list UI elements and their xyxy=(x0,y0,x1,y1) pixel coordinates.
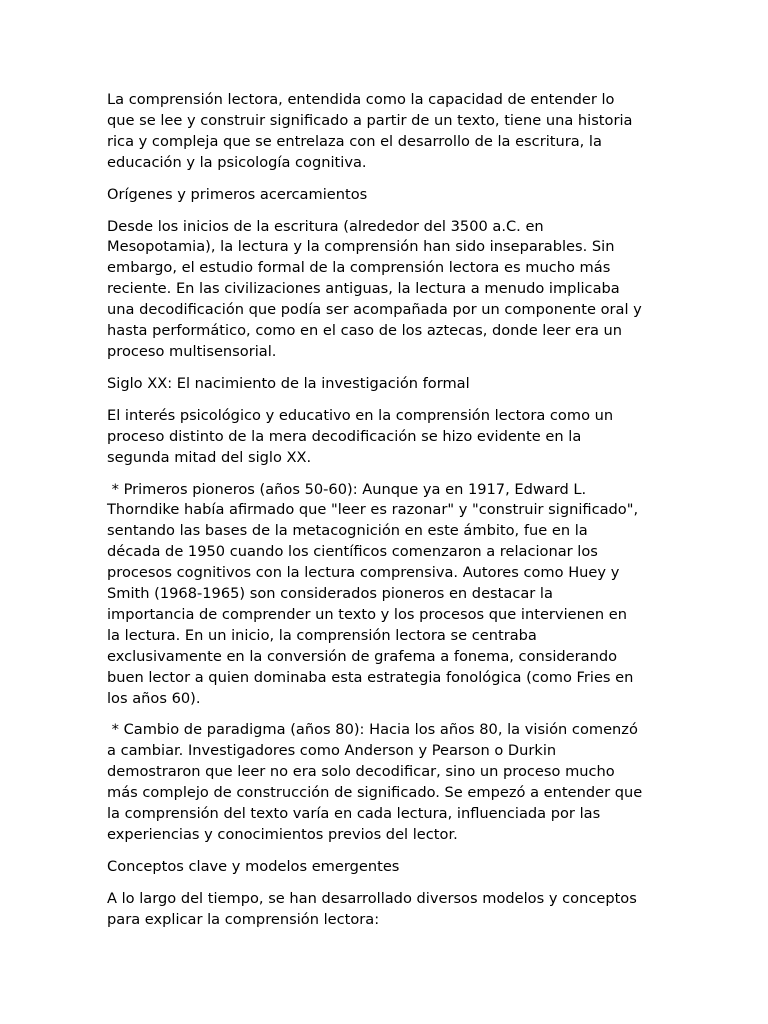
20th-century-paragraph: El interés psicológico y educativo en la comprensión lectora como un proceso distinto de la mera decodificación se hizo evidente en la segunda mitad del siglo XX. xyxy=(107,406,614,466)
document-page xyxy=(107,90,663,942)
section-heading-key-concepts: Conceptos clave y modelos emergentes xyxy=(107,857,400,875)
list-item-pioneers: * Primeros pioneros (años 50-60): Aunque ya en 1917, Edward L. Thorndike había afirmado que "leer es razonar" y "construir significado", sentando las bases de la metacognición en este ámbito, fue en la década de 1950 cuando los científicos comenzaron a relacionar los procesos cognitivos con la lectura comprensiva. Autores como Huey y Smith (1968-1965) son considerados pioneros en destacar la importancia de comprender un texto y los procesos que intervienen en la lectura. En un inicio, la comprensión lectora se centraba exclusivamente en la conversión de grafema a fonema, considerando buen lector a quien dominaba esta estrategia fonológica (como Fries en los años 60). xyxy=(107,480,639,707)
origins-paragraph: Desde los inicios de la escritura (alrededor del 3500 a.C. en Mesopotamia), la lectura y la comprensión han sido inseparables. Sin embargo, el estudio formal de la comprensión lectora es mucho más reciente. En las civilizaciones antiguas, la lectura a menudo implicaba una decodificación que podía ser acompañada por un componente oral y hasta performático, como en el caso de los aztecas, donde leer era un proceso multisensorial. xyxy=(107,217,642,360)
section-heading-20th-century: Siglo XX: El nacimiento de la investigación formal xyxy=(107,374,470,392)
intro-paragraph: La comprensión lectora, entendida como la capacidad de entender lo que se lee y construir significado a partir de un texto, tiene una historia rica y compleja que se entrelaza con el desarrollo de la escritura, la educación y la psicología cognitiva. xyxy=(107,91,633,171)
key-concepts-paragraph: A lo largo del tiempo, se han desarrollado diversos modelos y conceptos para explicar la comprensión lectora: xyxy=(107,889,637,928)
list-item-paradigm-shift: * Cambio de paradigma (años 80): Hacia los años 80, la visión comenzó a cambiar. Investigadores como Anderson y Pearson o Durkin demostraron que leer no era solo decodificar, sino un proceso mucho más complejo de construcción de significado. Se empezó a entender que la comprensión del texto varía en cada lectura, influenciada por las experiencias y conocimientos previos del lector. xyxy=(107,721,643,843)
section-heading-origins: Orígenes y primeros acercamientos xyxy=(107,185,368,203)
